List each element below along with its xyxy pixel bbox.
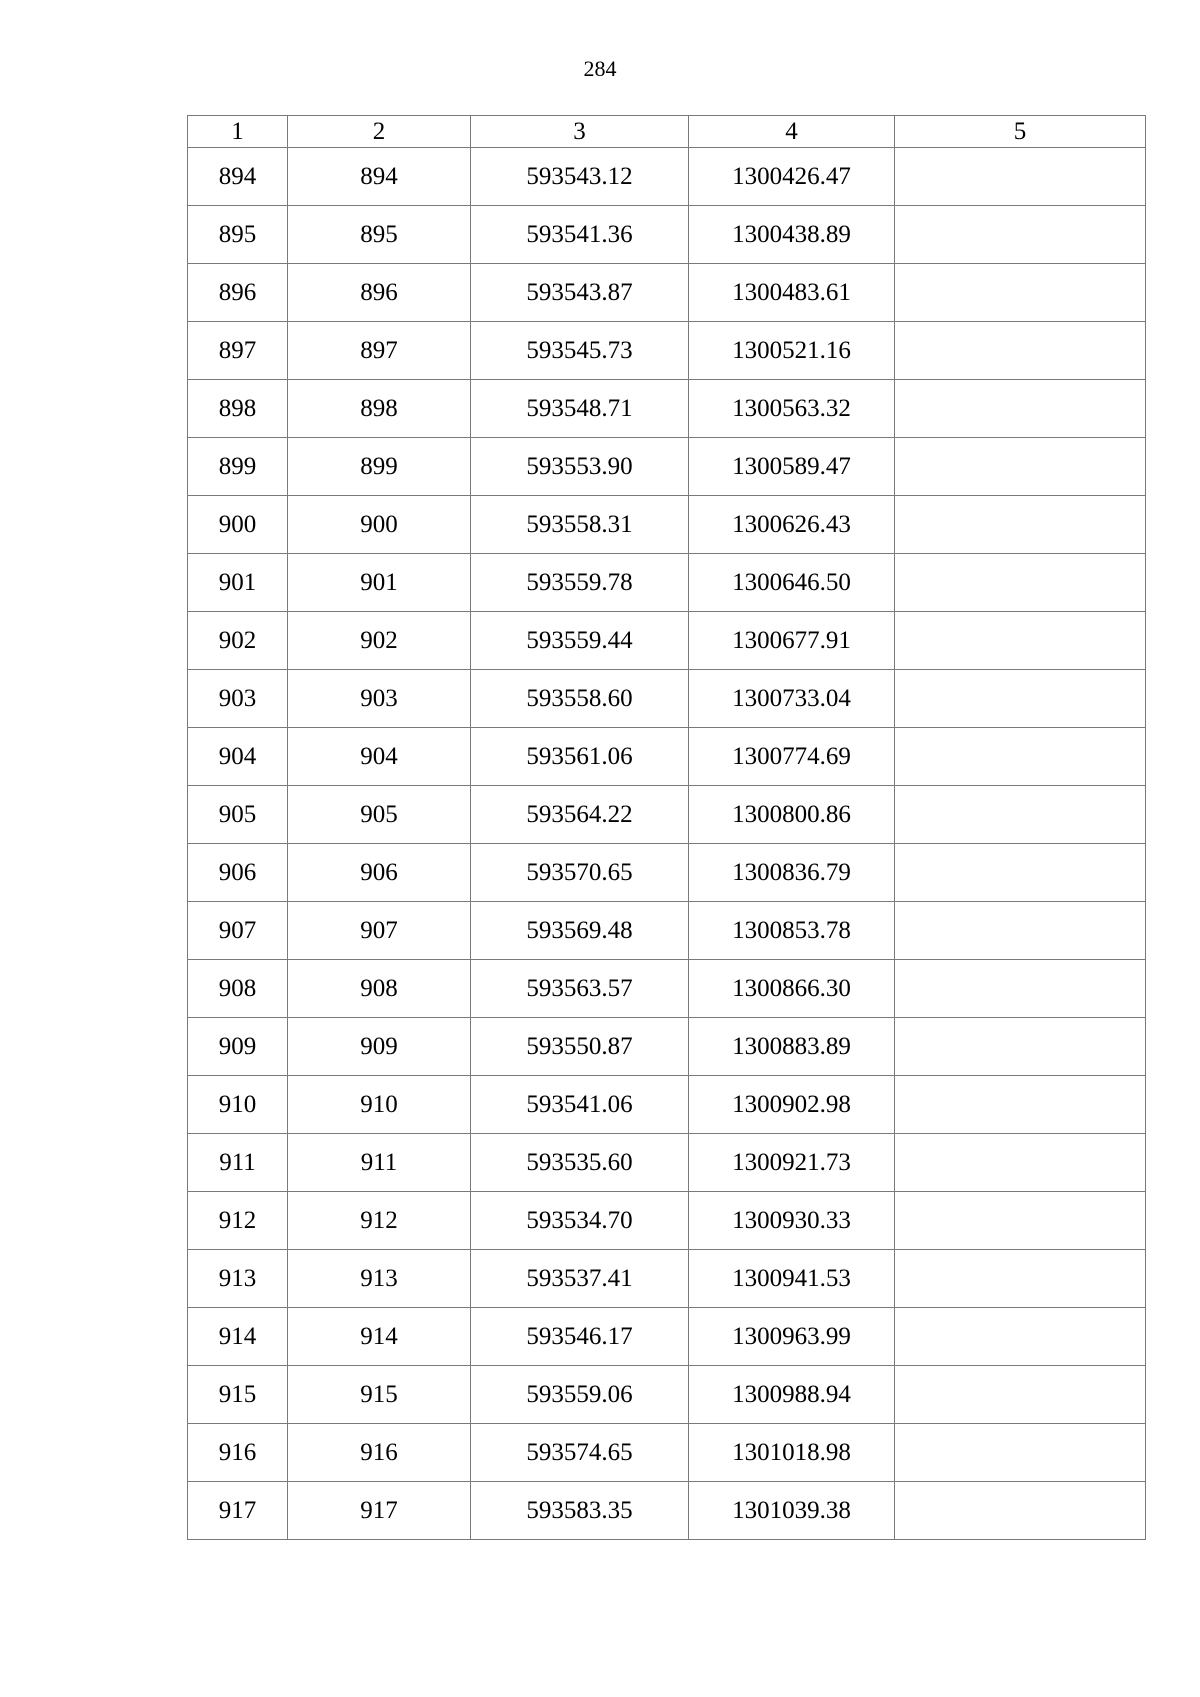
table-cell-col-3: 593559.06: [471, 1366, 689, 1424]
table-cell-col-1: 906: [188, 844, 288, 902]
table-cell-col-1: 902: [188, 612, 288, 670]
table-row: [188, 264, 1146, 322]
table-cell-col-2: 907: [288, 902, 471, 960]
table-row: [188, 844, 1146, 902]
table-cell-col-1: 907: [188, 902, 288, 960]
table-row: [188, 554, 1146, 612]
table-cell-col-1: 899: [188, 438, 288, 496]
table-cell-col-4: 1300426.47: [689, 148, 895, 206]
table-cell-col-4: 1300930.33: [689, 1192, 895, 1250]
table-cell-col-3: 593534.70: [471, 1192, 689, 1250]
table-body: [188, 148, 1146, 1540]
table-row: [188, 1308, 1146, 1366]
table-cell-col-5: [895, 206, 1146, 264]
table-cell-col-5: [895, 148, 1146, 206]
table-cell-col-2: 910: [288, 1076, 471, 1134]
table-cell-col-2: 904: [288, 728, 471, 786]
table-cell-col-3: 593543.87: [471, 264, 689, 322]
table-cell-col-3: 593563.57: [471, 960, 689, 1018]
table-cell-col-4: 1300626.43: [689, 496, 895, 554]
table-row: [188, 670, 1146, 728]
table-header-row: [188, 116, 1146, 148]
table-cell-col-5: [895, 380, 1146, 438]
table-cell-col-5: [895, 612, 1146, 670]
table-cell-col-2: 905: [288, 786, 471, 844]
table-cell-col-1: 900: [188, 496, 288, 554]
column-header-2: 2: [288, 116, 471, 148]
table-cell-col-2: 897: [288, 322, 471, 380]
table-cell-col-4: 1301039.38: [689, 1482, 895, 1540]
table-cell-col-3: 593553.90: [471, 438, 689, 496]
page-number: 284: [583, 56, 617, 81]
table-cell-col-2: 915: [288, 1366, 471, 1424]
table-cell-col-1: 917: [188, 1482, 288, 1540]
table-cell-col-2: 900: [288, 496, 471, 554]
table-cell-col-5: [895, 1366, 1146, 1424]
table-cell-col-3: 593570.65: [471, 844, 689, 902]
column-header-5: 5: [895, 116, 1146, 148]
table-cell-col-3: 593559.44: [471, 612, 689, 670]
table-cell-col-1: 905: [188, 786, 288, 844]
table-cell-col-4: 1300733.04: [689, 670, 895, 728]
table-row: [188, 148, 1146, 206]
table-row: [188, 438, 1146, 496]
table-cell-col-4: 1300646.50: [689, 554, 895, 612]
table-cell-col-2: 911: [288, 1134, 471, 1192]
table-cell-col-3: 593559.78: [471, 554, 689, 612]
table-cell-col-1: 898: [188, 380, 288, 438]
table-cell-col-3: 593583.35: [471, 1482, 689, 1540]
table-cell-col-1: 909: [188, 1018, 288, 1076]
table-row: [188, 322, 1146, 380]
table-cell-col-4: 1301018.98: [689, 1424, 895, 1482]
table-cell-col-4: 1300521.16: [689, 322, 895, 380]
table-cell-col-4: 1300836.79: [689, 844, 895, 902]
table-cell-col-5: [895, 496, 1146, 554]
table-cell-col-3: 593548.71: [471, 380, 689, 438]
table-cell-col-3: 593545.73: [471, 322, 689, 380]
table-cell-col-4: 1300866.30: [689, 960, 895, 1018]
table-row: [188, 728, 1146, 786]
table-cell-col-5: [895, 670, 1146, 728]
table-cell-col-4: 1300563.32: [689, 380, 895, 438]
table-row: [188, 1482, 1146, 1540]
table-cell-col-3: 593574.65: [471, 1424, 689, 1482]
table-cell-col-3: 593564.22: [471, 786, 689, 844]
table-cell-col-5: [895, 1308, 1146, 1366]
table-cell-col-1: 911: [188, 1134, 288, 1192]
table-cell-col-1: 912: [188, 1192, 288, 1250]
table-cell-col-5: [895, 1192, 1146, 1250]
table-cell-col-1: 903: [188, 670, 288, 728]
table-cell-col-1: 894: [188, 148, 288, 206]
table-row: [188, 1250, 1146, 1308]
coordinates-table: [187, 115, 1146, 1540]
table-row: [188, 1018, 1146, 1076]
table-cell-col-5: [895, 1076, 1146, 1134]
table-cell-col-4: 1300902.98: [689, 1076, 895, 1134]
table-cell-col-2: 901: [288, 554, 471, 612]
table-cell-col-5: [895, 1424, 1146, 1482]
table-cell-col-2: 916: [288, 1424, 471, 1482]
table-cell-col-5: [895, 1134, 1146, 1192]
table-cell-col-3: 593550.87: [471, 1018, 689, 1076]
table-row: [188, 902, 1146, 960]
table-cell-col-2: 906: [288, 844, 471, 902]
table-cell-col-2: 908: [288, 960, 471, 1018]
table-cell-col-2: 917: [288, 1482, 471, 1540]
table-cell-col-5: [895, 1018, 1146, 1076]
column-header-1: 1: [188, 116, 288, 148]
table-cell-col-1: 910: [188, 1076, 288, 1134]
table-cell-col-4: 1300677.91: [689, 612, 895, 670]
table-cell-col-1: 913: [188, 1250, 288, 1308]
table-cell-col-4: 1300963.99: [689, 1308, 895, 1366]
table-row: [188, 496, 1146, 554]
table-row: [188, 206, 1146, 264]
table-cell-col-2: 898: [288, 380, 471, 438]
table-cell-col-5: [895, 786, 1146, 844]
table-cell-col-1: 897: [188, 322, 288, 380]
table-cell-col-1: 901: [188, 554, 288, 612]
table-cell-col-1: 908: [188, 960, 288, 1018]
table-cell-col-2: 899: [288, 438, 471, 496]
table-cell-col-4: 1300483.61: [689, 264, 895, 322]
table-cell-col-5: [895, 902, 1146, 960]
table-cell-col-4: 1300589.47: [689, 438, 895, 496]
table-cell-col-5: [895, 1250, 1146, 1308]
table-cell-col-4: 1300921.73: [689, 1134, 895, 1192]
table-cell-col-1: 896: [188, 264, 288, 322]
table-cell-col-5: [895, 844, 1146, 902]
table-row: [188, 612, 1146, 670]
table-cell-col-5: [895, 1482, 1146, 1540]
table-cell-col-4: 1300800.86: [689, 786, 895, 844]
table-row: [188, 1424, 1146, 1482]
table-cell-col-4: 1300774.69: [689, 728, 895, 786]
table-cell-col-2: 903: [288, 670, 471, 728]
table-cell-col-5: [895, 960, 1146, 1018]
table-cell-col-2: 902: [288, 612, 471, 670]
table-cell-col-5: [895, 322, 1146, 380]
table-row: [188, 960, 1146, 1018]
table-cell-col-2: 895: [288, 206, 471, 264]
table-cell-col-4: 1300438.89: [689, 206, 895, 264]
table-cell-col-1: 916: [188, 1424, 288, 1482]
table-row: [188, 1076, 1146, 1134]
table-cell-col-5: [895, 554, 1146, 612]
table-cell-col-3: 593561.06: [471, 728, 689, 786]
column-header-4: 4: [689, 116, 895, 148]
table-cell-col-2: 914: [288, 1308, 471, 1366]
table-cell-col-2: 912: [288, 1192, 471, 1250]
table-row: [188, 1192, 1146, 1250]
table-cell-col-3: 593543.12: [471, 148, 689, 206]
table-cell-col-5: [895, 438, 1146, 496]
table-row: [188, 1134, 1146, 1192]
table-cell-col-5: [895, 264, 1146, 322]
table-cell-col-3: 593537.41: [471, 1250, 689, 1308]
table-cell-col-4: 1300941.53: [689, 1250, 895, 1308]
table-row: [188, 380, 1146, 438]
table-cell-col-1: 915: [188, 1366, 288, 1424]
table-cell-col-1: 895: [188, 206, 288, 264]
column-header-3: 3: [471, 116, 689, 148]
table-cell-col-3: 593558.60: [471, 670, 689, 728]
table-cell-col-3: 593569.48: [471, 902, 689, 960]
table-cell-col-3: 593541.06: [471, 1076, 689, 1134]
table-cell-col-3: 593558.31: [471, 496, 689, 554]
table-row: [188, 786, 1146, 844]
table-cell-col-2: 909: [288, 1018, 471, 1076]
table-row: [188, 1366, 1146, 1424]
table-cell-col-3: 593541.36: [471, 206, 689, 264]
table-cell-col-2: 894: [288, 148, 471, 206]
table-cell-col-1: 904: [188, 728, 288, 786]
table-cell-col-4: 1300988.94: [689, 1366, 895, 1424]
table-cell-col-1: 914: [188, 1308, 288, 1366]
table-cell-col-3: 593535.60: [471, 1134, 689, 1192]
table-cell-col-4: 1300853.78: [689, 902, 895, 960]
table-cell-col-5: [895, 728, 1146, 786]
table-cell-col-4: 1300883.89: [689, 1018, 895, 1076]
table-cell-col-3: 593546.17: [471, 1308, 689, 1366]
table-cell-col-2: 896: [288, 264, 471, 322]
table-cell-col-2: 913: [288, 1250, 471, 1308]
